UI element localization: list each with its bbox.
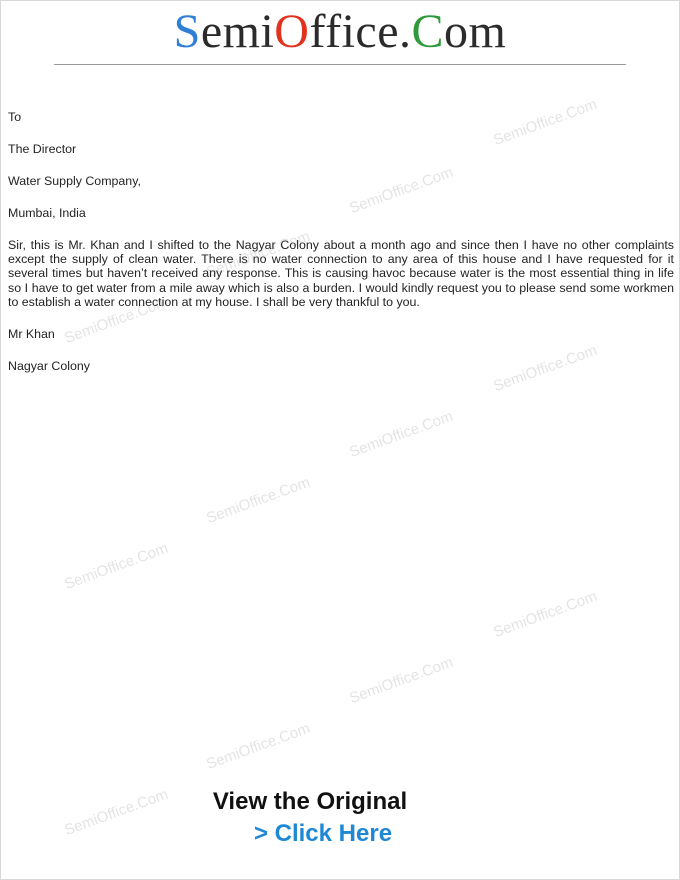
site-logo[interactable] [0,2,680,62]
recipient-title: The Director [8,142,77,156]
logo-letter-o: O [274,5,310,58]
logo-text-ffice: ffice. [309,5,412,58]
click-here-link[interactable]: > Click Here [253,820,393,847]
logo-letter-s: S [173,5,201,58]
sender-name: Mr Khan [8,327,55,342]
recipient-company: Water Supply Company, [8,174,141,188]
logo-text-om: om [444,5,507,58]
salutation-to: To [8,110,22,124]
sender-address: Nagyar Colony [8,359,90,374]
recipient-location: Mumbai, India [8,206,86,220]
letter-body: Sir, this is Mr. Khan and I shifted to the Nagyar Colony about a month ago and since then I have no other complaints except the supply of clean water. There is no water connection to any area of this house and I have requested for it several times but haven’t received any response. This is causing havoc because water is the most essential thing in life so I have to get water from a mile away which is also a burden. I would kindly request you to please send some workmen to establish a water connection at my house. I shall be very thankful to you. [8,238,674,309]
header-divider [54,64,626,65]
letter-content [8,110,676,391]
view-original-heading: View the Original [212,788,408,815]
logo-letter-c: C [411,5,445,58]
logo-text-emi: emi [200,5,275,58]
